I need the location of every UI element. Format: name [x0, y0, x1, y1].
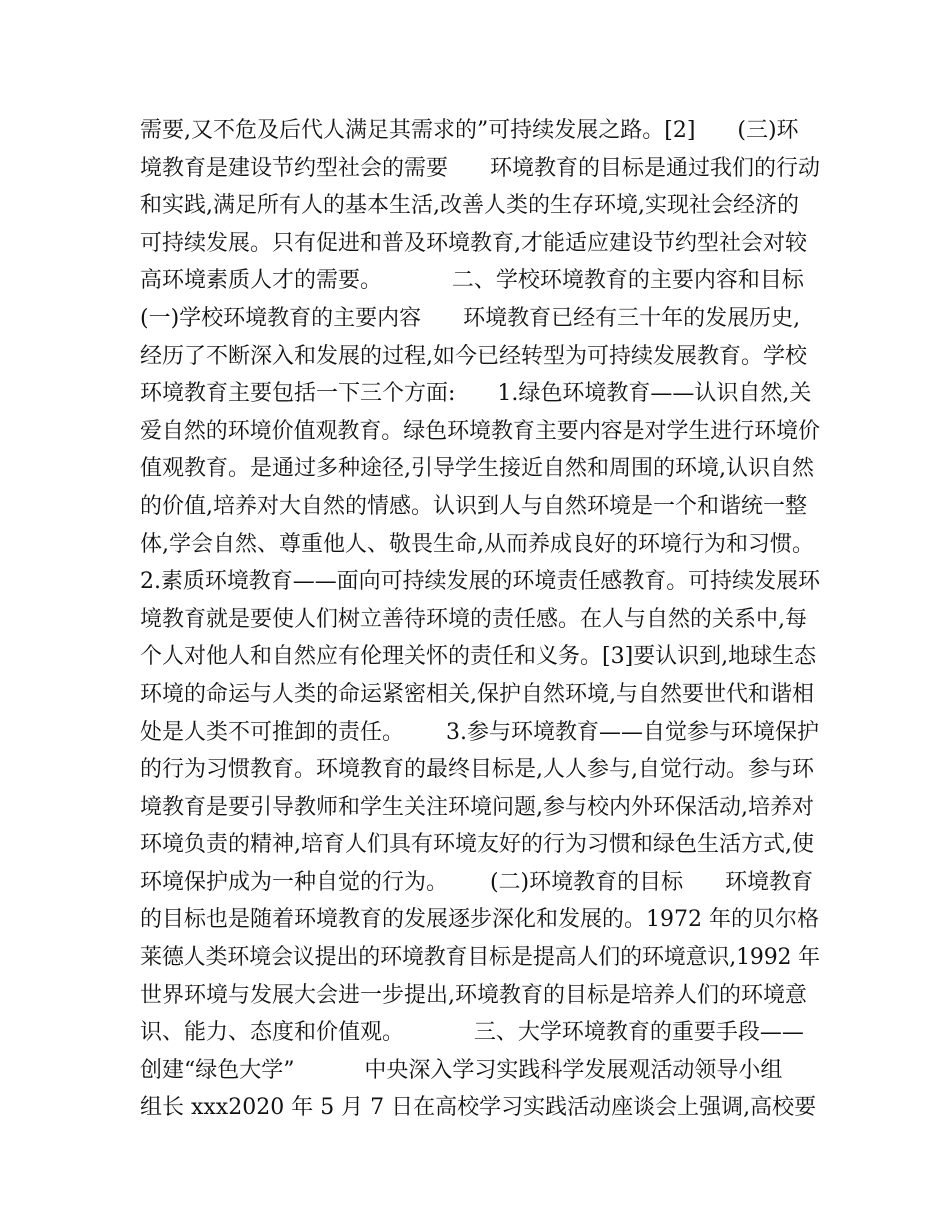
text-line: 环境教育主要包括一下三个方面: 1.绿色环境教育——认识自然,关: [140, 381, 812, 407]
text-line: 值观教育。是通过多种途径,引导学生接近自然和周围的环境,认识自然: [140, 456, 814, 482]
text-line: 识、能力、态度和价值观。 三、大学环境教育的重要手段——: [140, 1020, 804, 1046]
text-line: 的行为习惯教育。环境教育的最终目标是,人人参与,自觉行动。参与环: [140, 757, 814, 783]
text-line: 的目标也是随着环境教育的发展逐步深化和发展的。1972 年的贝尔格: [140, 907, 819, 933]
text-line: 境教育就是要使人们树立善待环境的责任感。在人与自然的关系中,每: [140, 606, 807, 632]
text-line: 环境负责的精神,培育人们具有环境友好的行为习惯和绿色生活方式,使: [140, 832, 814, 858]
text-line: 世界环境与发展大会进一步提出,环境教育的目标是培养人们的环境意: [140, 982, 807, 1008]
text-line: 环境的命运与人类的命运紧密相关,保护自然环境,与自然要世代和谐相: [140, 681, 814, 707]
text-line: (一)学校环境教育的主要内容 环境教育已经有三十年的发展历史,: [140, 305, 801, 331]
text-line: 创建“绿色大学” 中央深入学习实践科学发展观活动领导小组: [140, 1057, 783, 1083]
text-line: 可持续发展。只有促进和普及环境教育,才能适应建设节约型社会对较: [140, 230, 807, 256]
text-line: 境教育是要引导教师和学生关注环境问题,参与校内外环保活动,培养对: [140, 794, 814, 820]
text-line: 体,学会自然、尊重他人、敬畏生命,从而养成良好的环境行为和习惯。: [140, 531, 814, 557]
text-line: 组长 xxx2020 年 5 月 7 日在高校学习实践活动座谈会上强调,高校要: [140, 1095, 817, 1121]
text-line: 2.素质环境教育——面向可持续发展的环境责任感教育。可持续发展环: [140, 569, 821, 595]
text-line: 需要,又不危及后代人满足其需求的”可持续发展之路。[2] (三)环: [140, 118, 799, 143]
text-line: 处是人类不可推卸的责任。 3.参与环境教育——自觉参与环境保护: [140, 719, 819, 745]
text-line: 爱自然的环境价值观教育。绿色环境教育主要内容是对学生进行环境价: [140, 418, 820, 444]
text-line: 莱德人类环境会议提出的环境教育目标是提高人们的环境意识,1992 年: [140, 945, 820, 971]
text-line: 的价值,培养对大自然的情感。认识到人与自然环境是一个和谐统一整: [140, 493, 807, 519]
text-line: 个人对他人和自然应有伦理关怀的责任和义务。[3]要认识到,地球生态: [140, 644, 817, 670]
text-line: 经历了不断深入和发展的过程,如今已经转型为可持续发展教育。学校: [140, 343, 807, 369]
text-line: 高环境素质人才的需要。 二、学校环境教育的主要内容和目标: [140, 268, 804, 294]
body-text: [140, 112, 820, 1127]
text-line: 环境保护成为一种自觉的行为。 (二)环境教育的目标 环境教育: [140, 869, 814, 895]
text-line: 和实践,满足所有人的基本生活,改善人类的生存环境,实现社会经济的: [140, 193, 799, 219]
text-line: 境教育是建设节约型社会的需要 环境教育的目标是通过我们的行动: [140, 155, 820, 181]
